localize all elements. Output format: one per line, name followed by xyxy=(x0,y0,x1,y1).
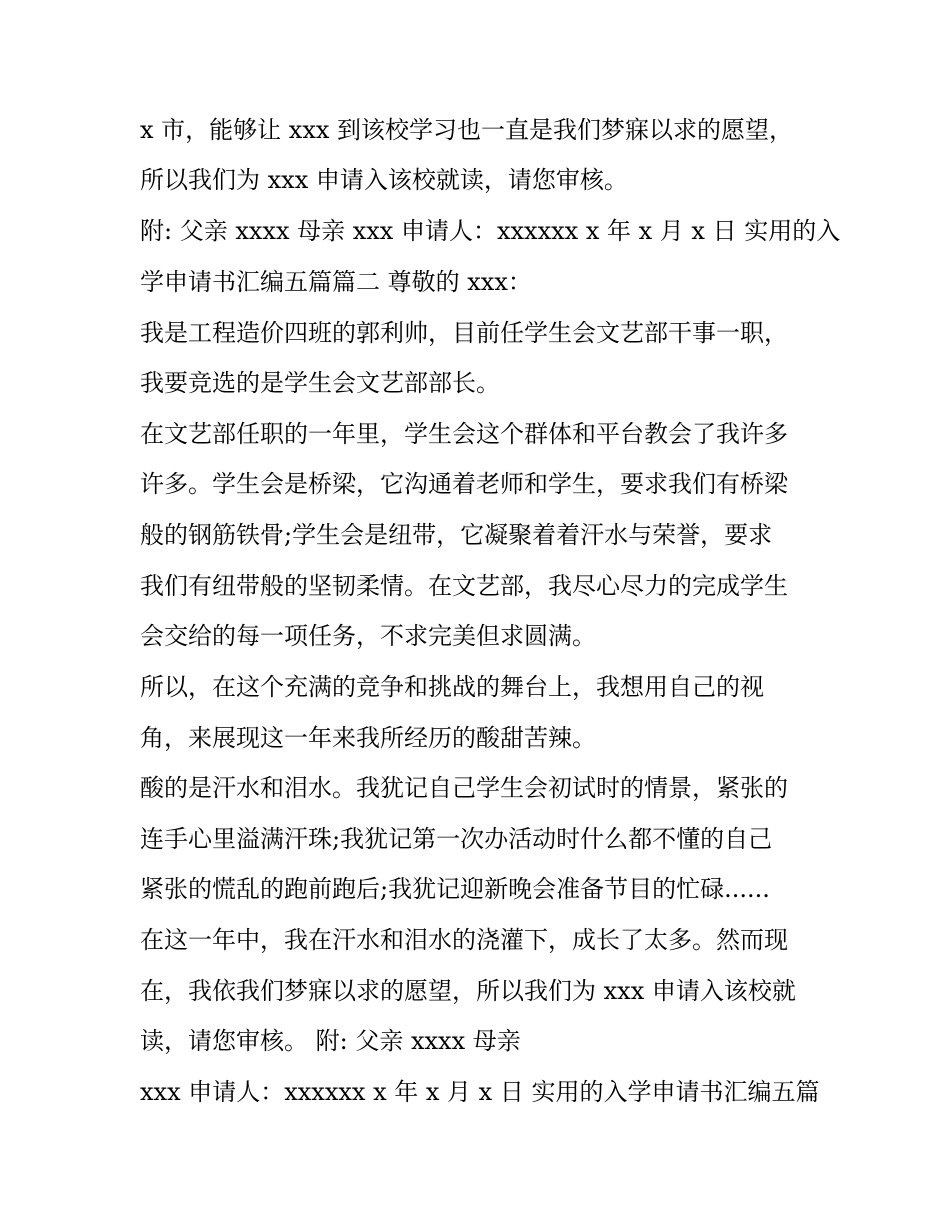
text-line: 般的钢筋铁骨;学生会是纽带，它凝聚着着汗水与荣誉，要求 xyxy=(140,521,773,549)
text-line: 酸的是汗水和泪水。我犹记自己学生会初试时的情景，紧张的 xyxy=(140,774,788,802)
text-line: 附: 父亲 xxxx 母亲 xxx 申请人：xxxxxx x 年 x 月 x 日 实用的入 xyxy=(140,217,841,245)
text-line: 角，来展现这一年来我所经历的酸甜苦辣。 xyxy=(140,724,596,752)
text-line: 学申请书汇编五篇篇二 尊敬的 xxx： xyxy=(140,268,532,296)
text-line: 我们有纽带般的坚韧柔情。在文艺部，我尽心尽力的完成学生 xyxy=(140,572,788,600)
text-line: 许多。学生会是桥梁，它沟通着老师和学生，要求我们有桥梁 xyxy=(140,470,788,498)
text-line: xxx 申请人：xxxxxx x 年 x 月 x 日 实用的入学申请书汇编五篇 xyxy=(140,1078,820,1106)
text-line: 读，请您审核。 附: 父亲 xxxx 母亲 xyxy=(140,1027,521,1055)
text-line: 在这一年中，我在汗水和泪水的浇灌下，成长了太多。然而现 xyxy=(140,926,788,954)
text-line: 我要竞选的是学生会文艺部部长。 xyxy=(140,369,500,397)
text-line: 所以我们为 xxx 申请入该校就读，请您审核。 xyxy=(140,166,628,194)
text-line: x 市，能够让 xxx 到该校学习也一直是我们梦寐以求的愿望， xyxy=(140,116,794,144)
text-line: 在文艺部任职的一年里，学生会这个群体和平台教会了我许多 xyxy=(140,420,788,448)
text-line: 连手心里溢满汗珠;我犹记第一次办活动时什么都不懂的自己 xyxy=(140,825,773,853)
text-line: 所以，在这个充满的竞争和挑战的舞台上，我想用自己的视 xyxy=(140,673,764,701)
text-line: 会交给的每一项任务，不求完美但求圆满。 xyxy=(140,622,596,650)
text-line: 我是工程造价四班的郭利帅，目前任学生会文艺部干事一职， xyxy=(140,319,788,347)
text-line: 在，我依我们梦寐以求的愿望，所以我们为 xxx 申请入该校就 xyxy=(140,977,796,1005)
text-line: 紧张的慌乱的跑前跑后;我犹记迎新晚会准备节目的忙碌...... xyxy=(140,875,770,903)
